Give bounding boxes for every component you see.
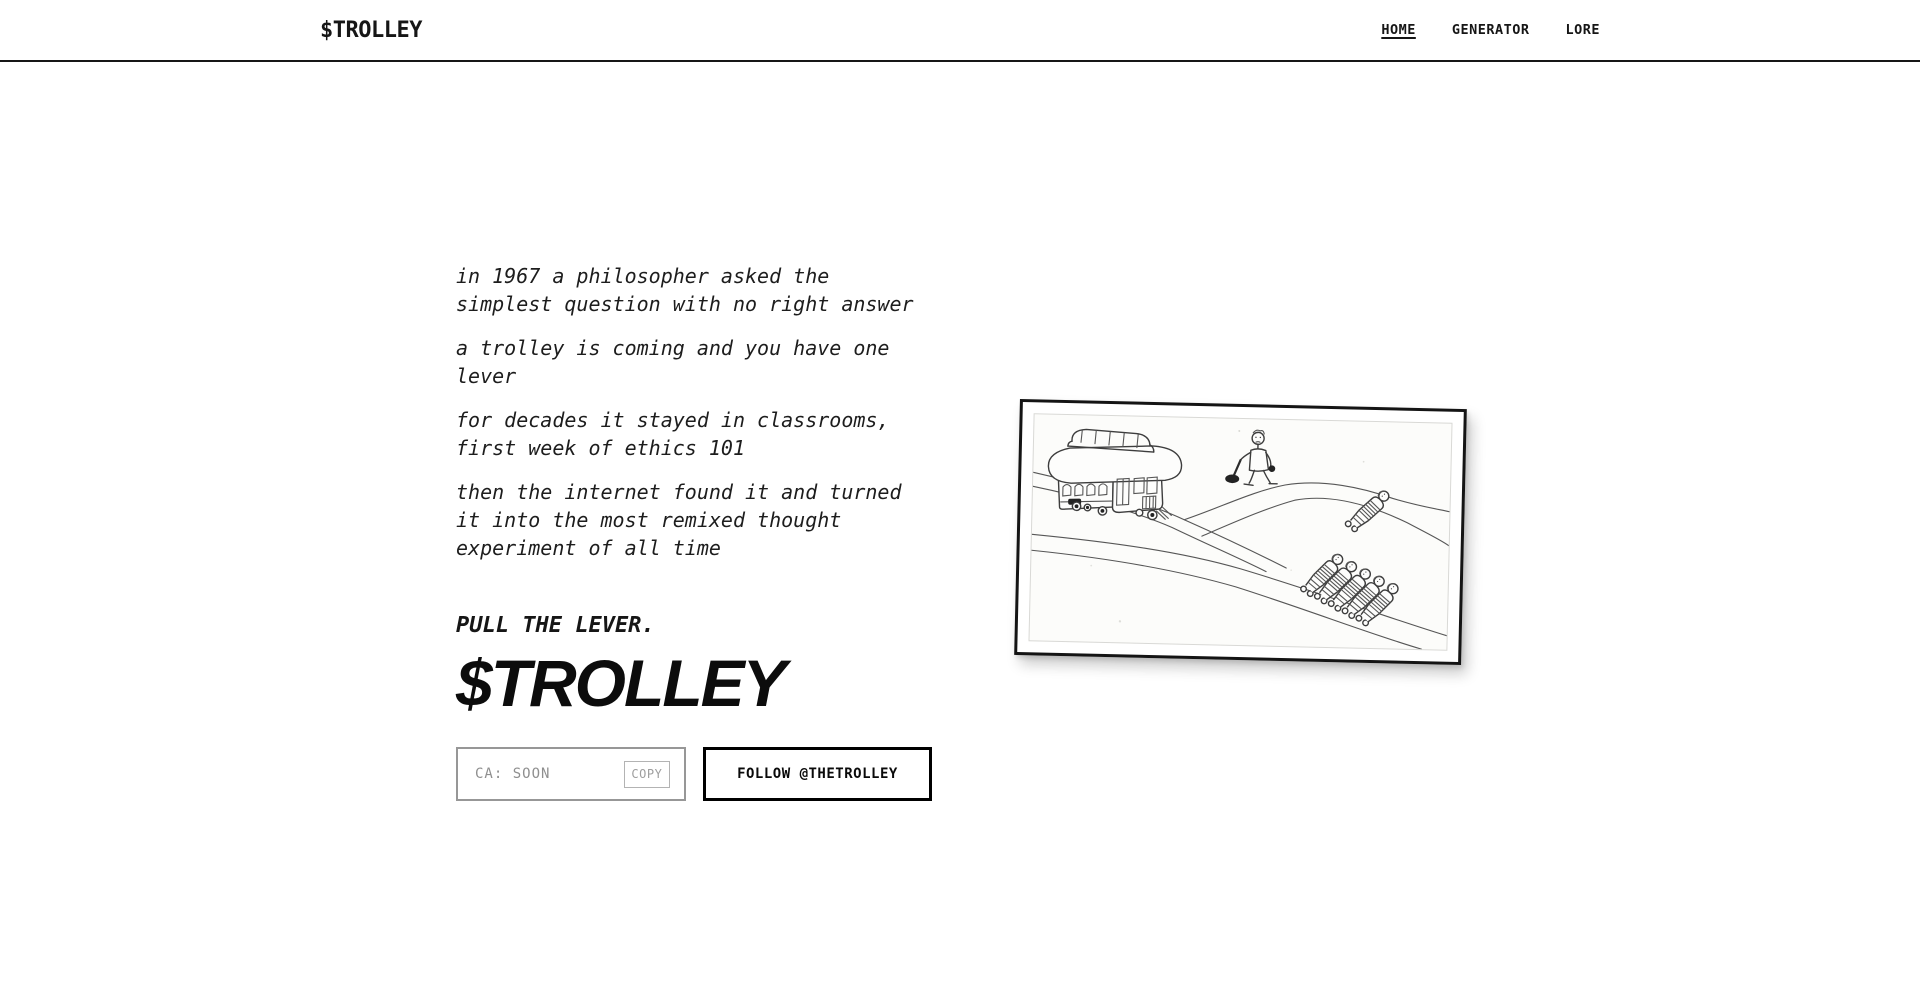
top-nav-bar <box>0 0 1920 62</box>
hero-tagline: PULL THE LEVER. <box>456 613 655 638</box>
copy-button[interactable]: COPY <box>624 761 670 788</box>
hero-paragraph: for decades it stayed in classrooms, first week of ethics 101 <box>456 408 890 460</box>
brand-logo[interactable]: $TROLLEY <box>320 17 422 43</box>
main-nav <box>1381 22 1600 38</box>
contract-address-box <box>456 747 686 801</box>
nav-link-lore[interactable]: LORE <box>1565 22 1600 38</box>
hero-art-column <box>1012 404 1464 660</box>
hero-paragraph: in 1967 a philosopher asked the simplest question with no right answer <box>456 264 914 316</box>
lever-pole <box>1233 459 1240 476</box>
hero-copy-column <box>456 262 932 801</box>
hero-paragraph: then the internet found it and turned it into the most remixed thought experiment of all time <box>456 480 902 560</box>
contract-address-value: CA: SOON <box>475 766 551 783</box>
lever-man-sketch <box>1226 429 1279 485</box>
sketch-paper <box>1028 413 1452 650</box>
lone-victim-sketch <box>1344 487 1393 535</box>
cta-row <box>456 747 932 801</box>
nav-link-generator[interactable]: GENERATOR <box>1451 22 1530 38</box>
hero-paragraph: a trolley is coming and you have one lever <box>456 336 890 388</box>
hero-section <box>456 262 1464 801</box>
page-title: $TROLLEY <box>456 646 785 720</box>
follow-button[interactable]: FOLLOW @THETROLLEY <box>703 747 932 801</box>
trolley-car-sketch <box>1047 428 1182 520</box>
trolley-problem-illustration <box>1014 399 1467 665</box>
lever-base <box>1226 474 1239 482</box>
nav-link-home[interactable]: HOME <box>1381 22 1416 38</box>
trolley-problem-sketch-icon <box>1029 414 1451 649</box>
